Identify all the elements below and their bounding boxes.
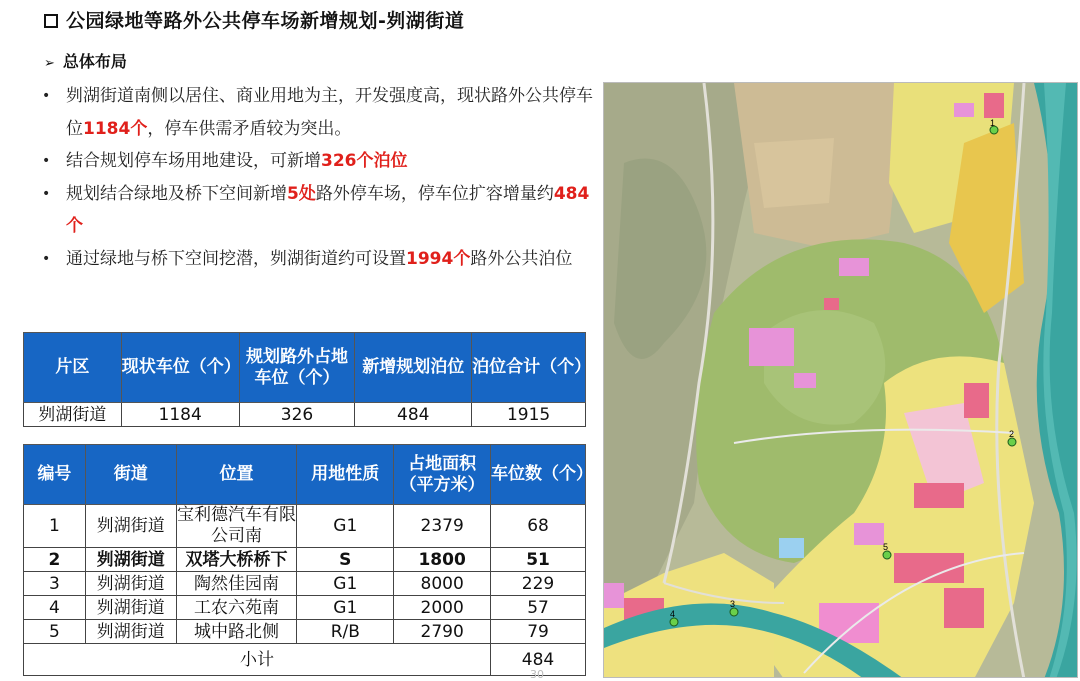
table-row: [24, 505, 586, 548]
table-header-cell: 泊位合计（个）: [472, 333, 586, 403]
table-row: [24, 403, 586, 427]
table-cell: 2000: [394, 596, 491, 620]
table-cell: 刿湖街道: [24, 403, 122, 427]
table-cell: 1184: [121, 403, 239, 427]
table-cell: 2790: [394, 620, 491, 644]
table-header-cell: 编号: [24, 445, 86, 505]
table-row: [24, 620, 586, 644]
table-cell: 4: [24, 596, 86, 620]
table-cell: S: [297, 548, 394, 572]
table-cell: 229: [491, 572, 586, 596]
table-cell: 宝利德汽车有限公司南: [177, 505, 297, 546]
table-header-cell: 片区: [24, 333, 122, 403]
table-header-row: [24, 333, 586, 403]
table-header-row: [24, 445, 586, 505]
arrow-right-icon: ➢: [44, 56, 55, 71]
table-cell: 工农六苑南: [176, 596, 297, 620]
table-cell: 5: [24, 620, 86, 644]
table-row: [24, 596, 586, 620]
table-cell: 51: [491, 548, 586, 572]
table-cell: 484: [355, 403, 472, 427]
table-header-cell: 用地性质: [297, 445, 394, 505]
table-cell: G1: [297, 572, 394, 596]
table-cell: 2379: [394, 505, 491, 548]
table-cell: 79: [491, 620, 586, 644]
table-header-cell: 现状车位（个）: [121, 333, 239, 403]
map-marker-label: 2: [1009, 429, 1015, 439]
table-cell: 68: [491, 505, 586, 548]
table-cell: 1800: [394, 548, 491, 572]
table-header-cell: 占地面积（平方米）: [394, 445, 491, 505]
table-cell: 2: [24, 548, 86, 572]
table-cell: 326: [239, 403, 355, 427]
table-cell: 刿湖街道: [85, 596, 176, 620]
detail-table: [23, 444, 594, 676]
table-row: [24, 548, 586, 572]
table-header-cell: 新增规划泊位: [355, 333, 472, 403]
page-number: 30: [530, 668, 544, 681]
bullet-dot-icon: •: [42, 250, 51, 267]
table-header-cell: 位置: [176, 445, 297, 505]
checkbox-square-icon: [44, 14, 58, 28]
map-marker-label: 4: [670, 609, 676, 619]
table-cell: 3: [24, 572, 86, 596]
table-header-cell: 街道: [85, 445, 176, 505]
table-cell: 刿湖街道: [85, 620, 176, 644]
table-cell: G1: [297, 505, 394, 548]
table-cell: G1: [297, 596, 394, 620]
table-cell: 城中路北侧: [176, 620, 297, 644]
table-cell: 1: [24, 505, 86, 548]
bullet-dot-icon: •: [42, 88, 51, 104]
table-cell: 刿湖街道: [85, 505, 176, 548]
table-header-cell: 规划路外占地车位（个）: [239, 333, 355, 403]
bullet-item: • 结合规划停车场用地建设，可新增326个泊位: [40, 145, 600, 178]
table-row: [24, 572, 586, 596]
bullet-dot-icon: •: [42, 185, 51, 202]
bullet-list: [40, 80, 600, 275]
bullet-item: • 规划结合绿地及桥下空间新增5处路外停车场，停车位扩容增量约484个: [40, 178, 600, 243]
map-marker-label: 5: [883, 542, 889, 552]
section-heading: ➢ 总体布局: [44, 52, 127, 71]
table-cell: 刿湖街道: [85, 548, 176, 572]
map-marker-label: 3: [730, 599, 736, 609]
page-title: 公园绿地等路外公共停车场新增规划-刿湖街道: [44, 6, 464, 33]
bullet-item: • 通过绿地与桥下空间挖潜，刿湖街道约可设置1994个路外公共泊位: [40, 243, 600, 276]
table-cell: 57: [491, 596, 586, 620]
subtotal-label: 小计: [24, 644, 491, 676]
bullet-item: • 刿湖街道南侧以居住、商业用地为主，开发强度高，现状路外公共停车位1184个，停车供需矛盾较为突出。: [40, 80, 600, 145]
table-cell: 双塔大桥桥下: [176, 548, 297, 572]
table-cell: 8000: [394, 572, 491, 596]
subtotal-row: [24, 644, 586, 676]
table-cell: R/B: [297, 620, 394, 644]
table-cell: 陶然佳园南: [176, 572, 297, 596]
summary-table: [23, 332, 592, 427]
map-marker-label: 1: [990, 118, 996, 128]
map-graphic: [604, 83, 1078, 678]
land-use-map: [603, 82, 1078, 678]
table-cell: 1915: [472, 403, 586, 427]
bullet-dot-icon: •: [42, 153, 51, 169]
table-cell: 刿湖街道: [85, 572, 176, 596]
table-header-cell: 车位数（个）: [491, 445, 586, 505]
subtotal-value: 484: [491, 644, 586, 676]
